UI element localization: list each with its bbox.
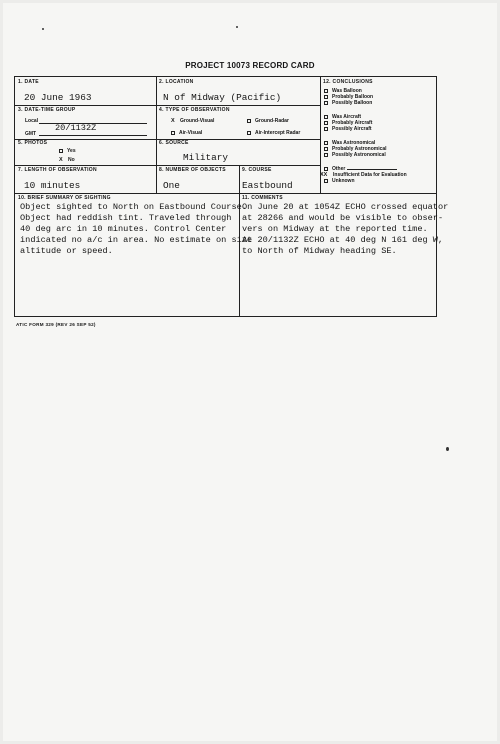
scan-speck — [446, 447, 449, 451]
record-card-form — [14, 76, 449, 317]
insufficient-data-check-mark: XX — [320, 172, 328, 178]
length-label: 7. LENGTH OF OBSERVATION — [18, 167, 97, 173]
local-label: Local — [25, 118, 39, 124]
summary-label: 10. BRIEF SUMMARY OF SIGHTING — [18, 195, 111, 201]
conclusions-group-astronomical: Was Astronomical Probably Astronomical Possibly Astronomical — [324, 140, 387, 158]
num-objects-value: One — [163, 180, 180, 191]
option-air-intercept-radar: Air-Intercept Radar — [247, 130, 300, 136]
date-value: 20 June 1963 — [24, 92, 92, 103]
gmt-value: 20/1132Z — [55, 123, 97, 133]
comments-text: On June 20 at 1054Z ECHO crossed equator at 28266 and would be visible to obser- vers on Midway at the reported time. At 20/1132Z ECHO at 40 deg N 161 deg W, to North of Midway heading SE. — [242, 202, 449, 256]
card-title: PROJECT 10073 RECORD CARD — [185, 61, 315, 70]
datetime-label: 3. DATE-TIME GROUP — [18, 107, 76, 113]
summary-text: Object sighted to North on Eastbound Course. Object had reddish tint. Traveled through 40 deg arc in 10 minutes. Control Center indicated no a/c in area. No estimate on size altitude or speed. — [20, 202, 253, 256]
course-value: Eastbound — [242, 180, 293, 191]
form-number: ATIC FORM 329 (REV 26 SEP 52) — [16, 322, 96, 327]
length-value: 10 minutes — [24, 180, 81, 191]
location-value: N of Midway (Pacific) — [163, 92, 282, 103]
option-ground-radar: Ground-Radar — [247, 118, 289, 124]
gmt-label: GMT — [25, 131, 37, 137]
location-label: 2. LOCATION — [159, 79, 194, 85]
conclusions-label: 12. CONCLUSIONS — [323, 79, 373, 85]
option-air-visual: Air-Visual — [171, 130, 202, 136]
photos-label: 5. PHOTOS — [18, 140, 48, 146]
conclusions-group-aircraft: Was Aircraft Probably Aircraft Possibly Aircraft — [324, 114, 372, 132]
scan-speck — [236, 26, 238, 28]
course-label: 9. COURSE — [242, 167, 272, 173]
conclusions-group-other: Other XX Insufficient Data for Evaluation Unknown — [320, 166, 407, 184]
conclusions-group-balloon: Was Balloon Probably Balloon Possibly Balloon — [324, 88, 373, 106]
observation-type-label: 4. TYPE OF OBSERVATION — [159, 107, 230, 113]
num-objects-label: 8. NUMBER OF OBJECTS — [159, 167, 226, 173]
insufficient-data-option: Insufficient Data for Evaluation — [333, 172, 407, 178]
date-label: 1. DATE — [18, 79, 39, 85]
source-value: Military — [183, 152, 229, 163]
scan-speck — [42, 28, 44, 30]
photos-no-option: X No — [59, 157, 75, 163]
source-label: 6. SOURCE — [159, 140, 189, 146]
option-ground-visual: X Ground-Visual — [171, 118, 215, 124]
photos-yes-option: Yes — [59, 148, 76, 154]
comments-label: 11. COMMENTS — [242, 195, 283, 201]
